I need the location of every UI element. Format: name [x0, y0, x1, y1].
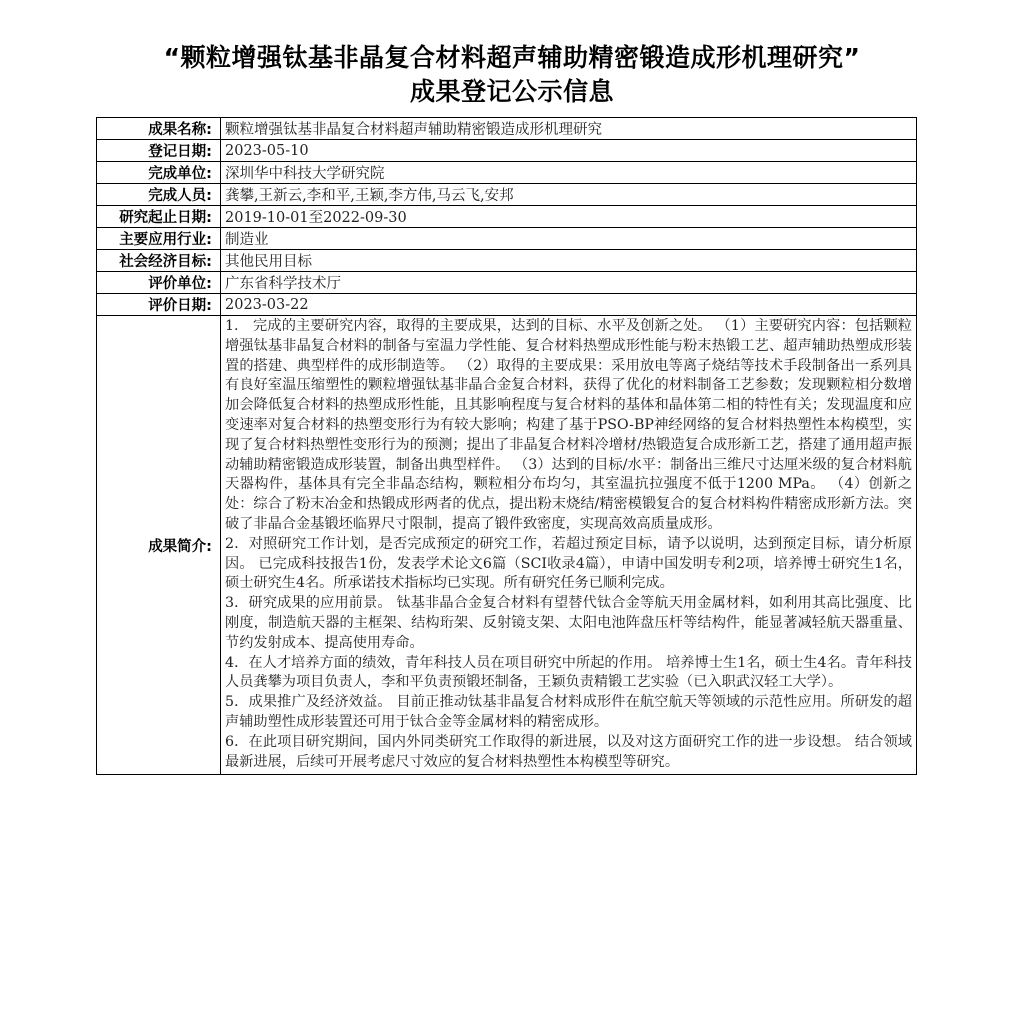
record-table — [96, 117, 917, 775]
field-label: 登记日期: — [97, 140, 221, 162]
field-value: 制造业 — [221, 228, 917, 250]
summary-paragraph: 3．研究成果的应用前景。 钛基非晶合金复合材料有望替代钛合金等航天用金属材料，如利用其高比强度、比刚度，制造航天器的主框架、结构珩架、反射镜支架、太阳电池阵盘压杆等结构件，能显著减轻航天器重量、节约发射成本、提高使用寿命。 — [225, 595, 912, 651]
field-row-evaluator — [97, 272, 917, 294]
field-label: 社会经济目标: — [97, 250, 221, 272]
summary-paragraph: 6．在此项目研究期间，国内外同类研究工作取得的新进展，以及对这方面研究工作的进一步设想。 结合领域最新进展，后续可开展考虑尺寸效应的复合材料热塑性本构模型等研究。 — [225, 733, 912, 770]
field-value: 龚攀,王新云,李和平,王颖,李方伟,马云飞,安邦 — [221, 184, 917, 206]
field-row-industry — [97, 228, 917, 250]
field-label: 完成人员: — [97, 184, 221, 206]
field-row-personnel — [97, 184, 917, 206]
document-subtitle: 成果登记公示信息 — [409, 77, 614, 106]
field-value: 其他民用目标 — [221, 250, 917, 272]
field-row-evaluation-date — [97, 294, 917, 316]
summary-label: 成果简介: — [97, 316, 221, 775]
summary-text — [221, 316, 917, 775]
field-value: 2023-05-10 — [221, 140, 917, 162]
document-title: “颗粒增强钛基非晶复合材料超声辅助精密锻造成形机理研究” — [163, 43, 861, 72]
summary-paragraph: 1. 完成的主要研究内容，取得的主要成果，达到的目标、水平及创新之处。 （1）主要研究内容：包括颗粒增强钛基非晶复合材料的制备与室温力学性能、复合材料热塑成形性能与粉末热锻工艺、超声辅助热塑成形装置的搭建、典型样件的成形制造等。 （2）取得的主要成果：采用放电等离子烧结等技术手段制备出一系列具有良好室温压缩塑性的颗粒增强钛基非晶合金复合材料，获得了优化的材料制备工艺参数；发现颗粒相分数增加会降低复合材料的热塑成形性能，且其影响程度与复合材料的基体和晶体第二相的特性有关；发现温度和应变速率对复合材料的热塑变形行为有较大影响；构建了基于PSO-BP神经网络的复合材料热塑性本构模型，实现了复合材料热塑性变形行为的预测；提出了非晶复合材料冷增材/热锻造复合成形新工艺，搭建了通用超声振动辅助精密锻造成形装置，制备出典型样件。 （3）达到的目标/水平：制备出三维尺寸达厘米级的复合材料航天器构件，基体具有完全非晶态结构，颗粒相分布均匀，其室温抗拉强度不低于1200 MPa。 （4）创新之处：综合了粉末冶金和热锻成形两者的优点，提出粉末烧结/精密模锻复合的复合材料构件精密成形新方法。突破了非晶合金基锻坯临界尺寸限制，提高了锻件致密度，实现高效高质量成形。 — [225, 318, 912, 532]
field-row-socioeconomic-goal — [97, 250, 917, 272]
field-label: 主要应用行业: — [97, 228, 221, 250]
field-label: 评价日期: — [97, 294, 221, 316]
field-label: 评价单位: — [97, 272, 221, 294]
summary-paragraph: 5．成果推广及经济效益。 目前正推动钛基非晶复合材料成形件在航空航天等领域的示范性应用。所研发的超声辅助塑性成形装置还可用于钛合金等金属材料的精密成形。 — [225, 694, 912, 730]
field-value: 深圳华中科技大学研究院 — [221, 162, 917, 184]
field-value: 广东省科学技术厅 — [221, 272, 917, 294]
field-row-research-period — [97, 206, 917, 228]
field-label: 完成单位: — [97, 162, 221, 184]
summary-paragraph: 4．在人才培养方面的绩效，青年科技人员在项目研究中所起的作用。 培养博士生1名，硕士生4名。青年科技人员龚攀为项目负责人，李和平负责预锻坯制备，王颖负责精锻工艺实验（已入职武汉轻工大学）。 — [225, 654, 912, 691]
field-value: 颗粒增强钛基非晶复合材料超声辅助精密锻造成形机理研究 — [221, 118, 917, 140]
field-row-registration-date — [97, 140, 917, 162]
field-value: 2019-10-01至2022-09-30 — [221, 206, 917, 228]
field-row-organization — [97, 162, 917, 184]
field-value: 2023-03-22 — [221, 294, 917, 316]
field-label: 成果名称: — [97, 118, 221, 140]
field-row-name — [97, 118, 917, 140]
field-label: 研究起止日期: — [97, 206, 221, 228]
field-row-summary — [97, 316, 917, 775]
summary-paragraph: 2．对照研究工作计划，是否完成预定的研究工作，若超过预定目标，请予以说明，达到预定目标，请分析原因。 已完成科技报告1份，发表学术论文6篇（SCI收录4篇），申请中国发明专利2项，培养博士研究生1名，硕士研究生4名。所承诺技术指标均已实现。所有研究任务已顺利完成。 — [225, 535, 912, 592]
